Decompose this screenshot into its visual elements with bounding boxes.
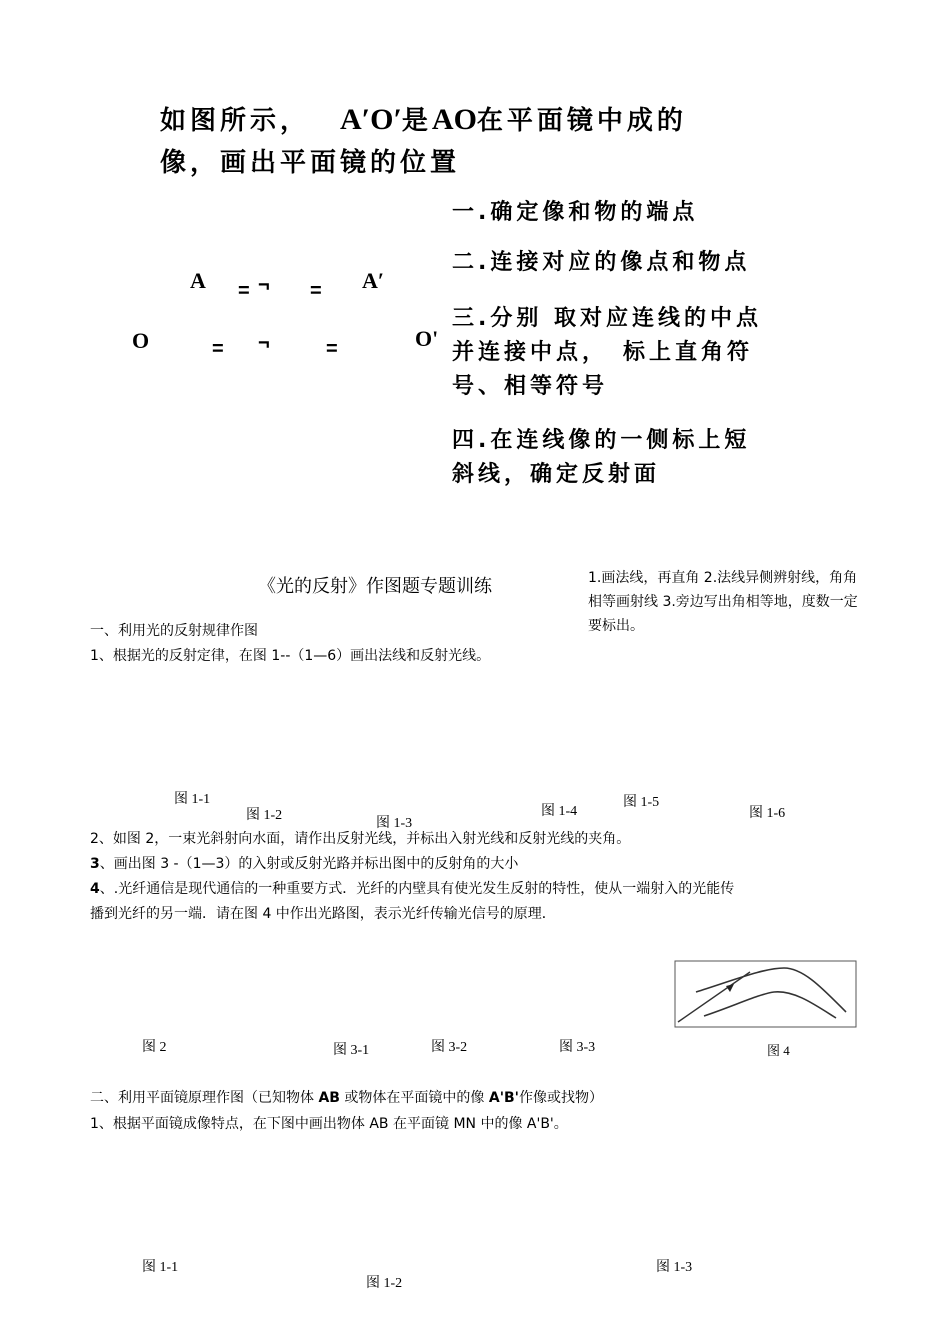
fiber-upper-wall bbox=[696, 968, 846, 1012]
fig-label: 图 1-3 bbox=[376, 816, 413, 831]
fig-label: 图 1-1 bbox=[174, 792, 211, 807]
right-angle-mark: ¬ bbox=[258, 332, 270, 354]
part1-q4-line1 bbox=[90, 878, 734, 898]
question-number: 4 bbox=[90, 881, 100, 897]
fig-label: 图 1-6 bbox=[749, 806, 786, 821]
heading-text: 或物体在平面镜中的像 bbox=[339, 1090, 489, 1106]
equal-sign: = bbox=[212, 338, 224, 360]
equal-sign: = bbox=[238, 280, 250, 302]
question-text: 、画出图 3 -（1—3）的入射或反射光路并标出图中的反射角的大小 bbox=[99, 856, 519, 872]
fig-label: 图 1-2 bbox=[246, 808, 283, 823]
question-line-1 bbox=[160, 100, 687, 137]
heading-text: 作像或找物） bbox=[518, 1090, 603, 1106]
section-title: 《光的反射》作图题专题训练 bbox=[258, 576, 492, 597]
fiber-lower-wall bbox=[704, 992, 836, 1018]
fig-label: 图 2 bbox=[142, 1040, 167, 1055]
question-number: 3 bbox=[90, 856, 100, 872]
question-line-2: 像，画出平面镜的位置 bbox=[160, 148, 461, 178]
optical-fiber-figure bbox=[674, 960, 858, 1028]
fig-label: 图 3-2 bbox=[431, 1040, 468, 1055]
part1-q3 bbox=[90, 853, 518, 873]
object-label: AO bbox=[431, 103, 477, 136]
image-label: A′O′ bbox=[340, 103, 402, 136]
equal-sign: = bbox=[310, 280, 322, 302]
point-a: A bbox=[190, 268, 206, 293]
point-o-prime: O' bbox=[415, 326, 439, 351]
question-text: 如图所示， bbox=[160, 106, 311, 136]
part1-heading: 一、利用光的反射规律作图 bbox=[90, 623, 258, 639]
fig-label: 图 1-2 bbox=[366, 1276, 403, 1291]
heading-text: A'B' bbox=[488, 1090, 519, 1106]
question-text: 是 bbox=[401, 106, 432, 136]
point-o: O bbox=[132, 328, 150, 353]
step-1: 一.确定像和物的端点 bbox=[452, 200, 699, 225]
part2-q1: 1、根据平面镜成像特点，在下图中画出物体 AB 在平面镜 MN 中的像 A'B'。 bbox=[90, 1116, 568, 1132]
part1-q2: 2、如图 2，一束光斜射向水面，请作出反射光线，并标出入射光线和反射光线的夹角。 bbox=[90, 831, 631, 847]
incident-light-ray bbox=[678, 972, 750, 1022]
step-3: 三.分别 取对应连线的中点并连接中点， 标上直角符号、相等符号 bbox=[452, 306, 763, 399]
heading-text: AB bbox=[318, 1090, 340, 1106]
part1-q1: 1、根据光的反射定律，在图 1--（1—6）画出法线和反射光线。 bbox=[90, 648, 491, 664]
right-angle-mark: ¬ bbox=[258, 274, 270, 296]
fig-label: 图 3-1 bbox=[333, 1043, 370, 1058]
fig-label: 图 4 bbox=[767, 1043, 790, 1058]
fig-label: 图 1-1 bbox=[142, 1260, 179, 1275]
fig-label: 图 3-3 bbox=[559, 1040, 596, 1055]
question-text: 、.光纤通信是现代通信的一种重要方式．光纤的内壁具有使光发生反射的特性，使从一端射入的光能传 bbox=[99, 881, 735, 897]
heading-text: 二、利用平面镜原理作图（已知物体 bbox=[90, 1090, 319, 1106]
fig-label: 图 1-3 bbox=[656, 1260, 693, 1275]
equal-sign: = bbox=[326, 338, 338, 360]
part1-q4-line2: 播到光纤的另一端．请在图 4 中作出光路图，表示光纤传输光信号的原理． bbox=[90, 906, 556, 922]
drawing-tips-note: 1.画法线，再直角 2.法线异侧辨射线，角角相等画射线 3.旁边写出角相等地，度数一定要标出。 bbox=[588, 570, 858, 634]
step-4: 四.在连线像的一侧标上短斜线，确定反射面 bbox=[452, 428, 751, 487]
part2-heading bbox=[90, 1087, 603, 1107]
question-text: 在平面镜中成的 bbox=[476, 106, 687, 136]
fig-label: 图 1-5 bbox=[623, 795, 660, 810]
fig-label: 图 1-4 bbox=[541, 804, 578, 819]
step-2: 二.连接对应的像点和物点 bbox=[452, 250, 751, 275]
point-a-prime: A′ bbox=[362, 268, 385, 293]
